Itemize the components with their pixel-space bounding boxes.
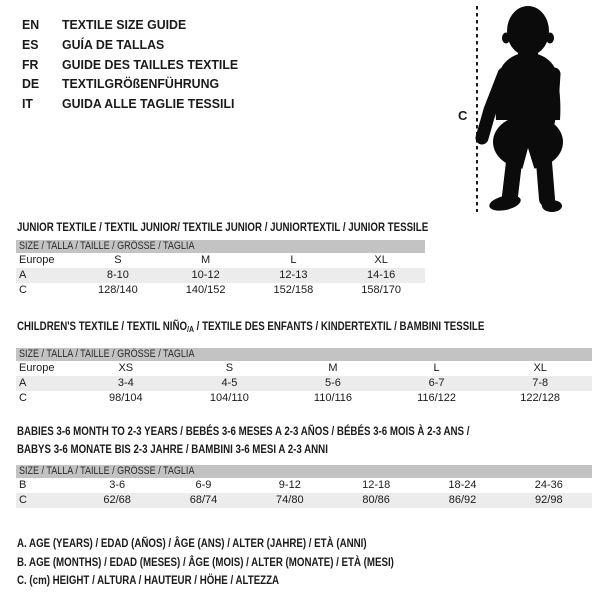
size-value-cell: S — [114, 254, 122, 266]
table-row — [16, 361, 592, 376]
baby-figure — [452, 2, 600, 214]
size-value-cell: 104/110 — [209, 392, 249, 404]
size-value-cell: 8-10 — [106, 269, 129, 281]
size-value-cell: 7-8 — [532, 377, 549, 389]
size-value-cell: XS — [118, 362, 134, 374]
size-value-cell: 152/158 — [273, 284, 314, 296]
table-row — [16, 391, 592, 406]
language-title: GUÍA DE TALLAS — [62, 37, 165, 53]
table-row — [16, 283, 425, 298]
row-label-cell: C — [19, 392, 27, 404]
table-row — [16, 376, 592, 391]
size-value-cell: 9-12 — [278, 479, 301, 491]
size-value-cell: 74/80 — [276, 494, 304, 506]
size-value-cell: XL — [374, 254, 388, 266]
baby-silhouette-icon — [452, 2, 600, 214]
table-row — [16, 268, 425, 283]
footnote-a: A. AGE (YEARS) / EDAD (AÑOS) / ÂGE (ANS) / ALTER (JAHRE) / ETÀ (ANNI) — [17, 536, 367, 550]
size-value-cell: 86/92 — [448, 494, 477, 506]
size-header-text: SIZE / TALLA / TAILLE / GRÖSSE / TAGLIA — [19, 348, 195, 360]
language-code: DE — [22, 76, 40, 92]
size-value-cell: 12-13 — [279, 269, 308, 281]
size-header-text: SIZE / TALLA / TAILLE / GRÖSSE / TAGLIA — [19, 465, 195, 477]
row-label-cell: B — [19, 479, 27, 491]
language-title: GUIDA ALLE TAGLIE TESSILI — [62, 96, 235, 112]
table-row — [16, 478, 592, 493]
footnotes — [17, 536, 482, 592]
size-value-cell: 92/98 — [535, 494, 563, 506]
size-header-text: SIZE / TALLA / TAILLE / GRÖSSE / TAGLIA — [19, 240, 195, 252]
row-label-cell: A — [19, 269, 27, 281]
size-value-cell: M — [328, 362, 338, 374]
size-header-bar — [16, 348, 592, 361]
table-row — [16, 493, 592, 508]
children-title-text: CHILDREN'S TEXTILE / TEXTIL NIÑO — [17, 319, 188, 333]
size-value-cell: 110/116 — [313, 392, 353, 404]
children-title-text: / TEXTILE DES ENFANTS / KINDERTEXTIL / BAMBINI TESSILE — [193, 319, 485, 333]
language-title: TEXTILGRÖßENFÜHRUNG — [62, 76, 220, 92]
row-label-cell: Europe — [19, 362, 55, 374]
language-row — [22, 54, 247, 74]
size-value-cell: 80/86 — [362, 494, 390, 506]
size-value-cell: 140/152 — [185, 284, 226, 296]
row-label-cell: Europe — [19, 254, 55, 266]
size-value-cell: 116/122 — [417, 392, 457, 404]
language-row — [22, 35, 247, 55]
size-value-cell: 12-18 — [362, 479, 391, 491]
row-label-cell: C — [19, 284, 27, 296]
language-code: FR — [22, 56, 39, 72]
size-header-bar — [16, 240, 425, 253]
children-title-subscript: /A — [187, 324, 194, 334]
language-code: EN — [22, 17, 40, 33]
size-value-cell: 10-12 — [191, 269, 220, 281]
row-label-cell: A — [19, 377, 27, 389]
size-header-bar — [16, 465, 592, 478]
size-value-cell: 122/128 — [520, 392, 561, 404]
babies-section-title — [17, 423, 469, 458]
size-value-cell: L — [433, 362, 440, 374]
language-title: TEXTILE SIZE GUIDE — [62, 17, 187, 33]
size-value-cell: 3-6 — [109, 479, 126, 491]
size-value-cell: 14-16 — [367, 269, 396, 281]
language-row — [22, 74, 247, 94]
babies-title-line2: BABYS 3-6 MONATE BIS 2-3 JAHRE / BAMBINI 3-6 MESI A 2-3 ANNI — [17, 441, 328, 456]
size-value-cell: 158/170 — [361, 284, 401, 296]
junior-size-table — [16, 240, 425, 298]
baby-silhouette-shape — [482, 6, 563, 213]
height-marker-label: C — [458, 108, 468, 123]
size-value-cell: 18-24 — [448, 479, 477, 491]
junior-section-title: JUNIOR TEXTILE / TEXTIL JUNIOR/ TEXTILE JUNIOR / JUNIORTEXTIL / JUNIOR TESSILE — [17, 220, 429, 234]
size-value-cell: S — [225, 362, 234, 374]
size-value-cell: 5-6 — [325, 377, 341, 389]
size-value-cell: 3-4 — [117, 377, 134, 389]
size-value-cell: L — [290, 254, 297, 266]
size-value-cell: XL — [533, 362, 547, 374]
children-size-table — [16, 348, 592, 406]
size-value-cell: 62/68 — [103, 494, 131, 506]
size-value-cell: 4-5 — [221, 377, 238, 389]
size-value-cell: 128/140 — [97, 284, 138, 296]
children-section-title — [17, 319, 484, 334]
language-code: IT — [22, 96, 33, 112]
language-list — [22, 15, 247, 113]
table-row — [16, 253, 425, 268]
language-row — [22, 94, 247, 114]
size-value-cell: 6-7 — [428, 377, 445, 389]
babies-title-line1: BABIES 3-6 MONTH TO 2-3 YEARS / BEBÉS 3-6 MESES A 2-3 AÑOS / BÉBÉS 3-6 MOIS À 2-3 ANS / — [17, 424, 470, 438]
language-code: ES — [22, 37, 39, 53]
babies-size-table — [16, 465, 592, 508]
size-value-cell: 24-36 — [534, 479, 563, 491]
language-title: GUIDE DES TAILLES TEXTILE — [62, 56, 239, 72]
size-value-cell: M — [201, 254, 211, 266]
row-label-cell: C — [19, 494, 27, 506]
footnote-b: B. AGE (MONTHS) / EDAD (MESES) / ÂGE (MOIS) / ALTER (MONATE) / ETÀ (MESI) — [17, 554, 394, 569]
size-value-cell: 68/74 — [189, 494, 218, 506]
size-value-cell: 98/104 — [108, 392, 143, 404]
size-value-cell: 6-9 — [195, 479, 212, 491]
language-row — [22, 15, 247, 35]
footnote-c: C. (cm) HEIGHT / ALTURA / HAUTEUR / HÖHE / ALTEZZA — [17, 573, 280, 588]
